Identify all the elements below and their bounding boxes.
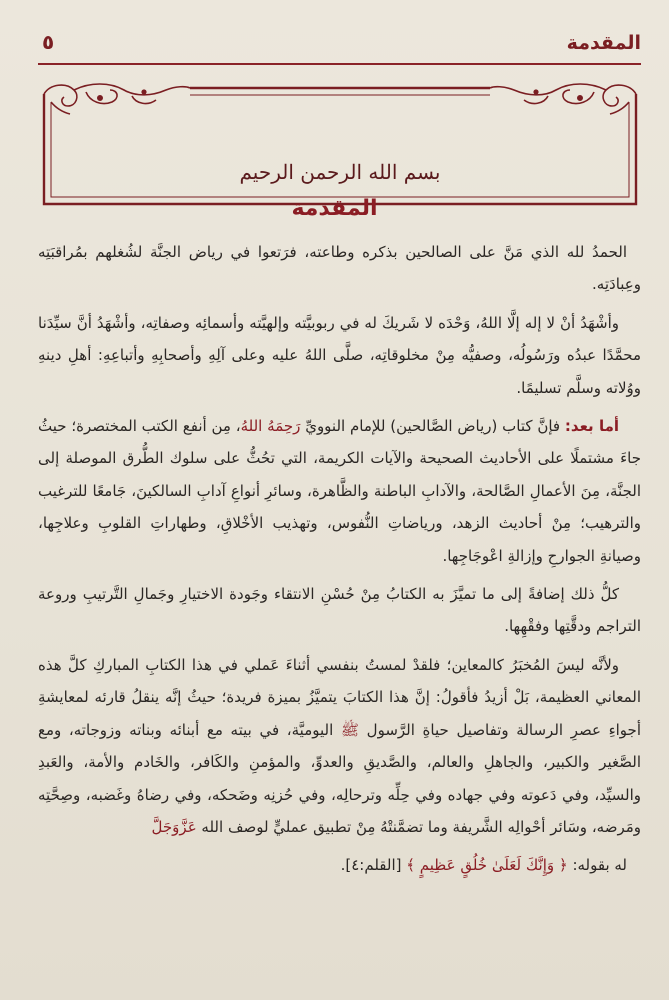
paragraph-2: وأشْهَدُ أنْ لا إله إلَّا اللهُ، وَحْدَه لا شَريكَ له في ربوبيَّته وإلهيَّته وأسمائِه وصفاتِه، وأشْهَدُ أنَّ سيِّدَنا محمَّدًا عبدُه ورَسُولُه، وصفيُّه مِنْ مخلوقاتِه، صلَّى اللهُ عليه وعلى آلِهِ وأصحابِهِ وأتباعِهِ: أهلِ دينهِ ووُلاته وسلَّم تسليمًا. xyxy=(38,313,641,397)
ornamental-frame xyxy=(40,80,640,208)
left-ornament xyxy=(44,84,190,114)
paragraph-5 xyxy=(38,649,641,843)
paragraph-3-text-b: ، مِن أنفع الكتب المختصرة؛ حيثُ جاءَ مشتملًا على الأحاديث الصحيحة والآيات الكريمة، التي تحُثُّ على سلوك الطُّرق الموصلة إلى الجنَّة، مِنَ الأعمالِ الصَّالحة، والآدابِ الباطنة والظَّاهرة، وسائرِ أنواعِ آدابِ السالكينَ، جَامعًا للترغيب والترهيب؛ مِنْ أحاديث الزهد، ورياضاتِ النُّفوس، وتهذيب الأخْلاقِ، وطهاراتِ القلوبِ وعلاجِها، وصيانةِ الجوارحِ وإزالةِ اعْوجَاجِها. xyxy=(38,417,641,565)
basmala: بسم الله الرحمن الرحيم xyxy=(239,160,441,184)
body-text xyxy=(38,236,641,888)
running-header xyxy=(38,28,641,62)
paragraph-6-text-a: له بقوله: xyxy=(567,856,627,875)
paragraph-6 xyxy=(38,849,641,881)
honorific-rahimahullah: رَحِمَهُ اللهُ xyxy=(240,417,301,436)
page-number: ٥ xyxy=(42,30,55,54)
verse-reference: [القلم:٤]. xyxy=(340,856,407,875)
paragraph-3 xyxy=(38,410,641,572)
paragraph-1: الحمدُ لله الذي مَنَّ على الصالحين بذكره وطاعته، فرَتعوا في رياض الجنَّة لشُغلهم بمُراقبَتِه وعِبادَتِه. xyxy=(38,243,641,294)
paragraph-5-text-b: اليوميَّة، في بيته مع أبنائه وبناته وزوجاته، ومع الصَّغير والكبير، والجاهلِ والعالم، والصَّديقِ والعدوِّ، والمؤمنِ والكَافر، والخَادم والأمة، والعَبدِ والسيِّد، وفي دَعوته وفي جهاده وفي حِلِّه وترحالِه، وفي حُزنِه وضَحكه، وفي رضاهُ وغَضبه، وصِحَّتِه ومَرضه، وسَائر أحْوالِه الشَّريفة وما تضمَّنتْهُ مِنْ تطبيق عمليٍّ لوصف الله xyxy=(38,720,641,836)
honorific-azza-wa-jalla: عَزَّوَجَلَّ xyxy=(151,817,197,836)
header-rule xyxy=(38,63,641,65)
paragraph-3-text-a: فإنَّ كتاب (رياض الصَّالحين) للإمام النوويِّ xyxy=(300,417,565,436)
quran-verse: ﴿ وَإِنَّكَ لَعَلَىٰ خُلُقٍ عَظِيمٍ ﴾ xyxy=(406,856,568,875)
paragraph-4: كلُّ ذلك إضافةً إلى ما تميَّزَ به الكتابُ مِنْ حُسْنِ الانتقاء وجَودة الاختيارِ وجَمالِ التَّرتيبِ وروعة التراجم ودقَّتِها وفقْهِها. xyxy=(38,585,641,636)
right-ornament xyxy=(490,84,636,114)
paragraph-3-lead: أما بعد: xyxy=(564,417,620,436)
section-title: المقدمة xyxy=(291,196,378,221)
honorific-salla: ﷺ xyxy=(340,720,360,739)
ornamental-frame-border xyxy=(40,80,640,208)
running-header-title: المقدمة xyxy=(566,32,641,54)
paragraph-5-text-a: ولأنَّه ليسَ المُخبَرُ كالمعاين؛ فلقدْ لمستُ بنفسي أثناءَ عَملي في هذا الكتابِ المباركِ كلَّ هذه المعاني العظيمة، بَلْ أزيدُ فأقولُ: إنَّ هذا الكتابَ يتميَّزُ بميزة فريدة؛ حيثُ إنَّه ينقلُ قارئه لمعايشةِ أجواءِ عصرِ الرسالة وتفاصيل حياةِ الرَّسول xyxy=(38,655,641,739)
